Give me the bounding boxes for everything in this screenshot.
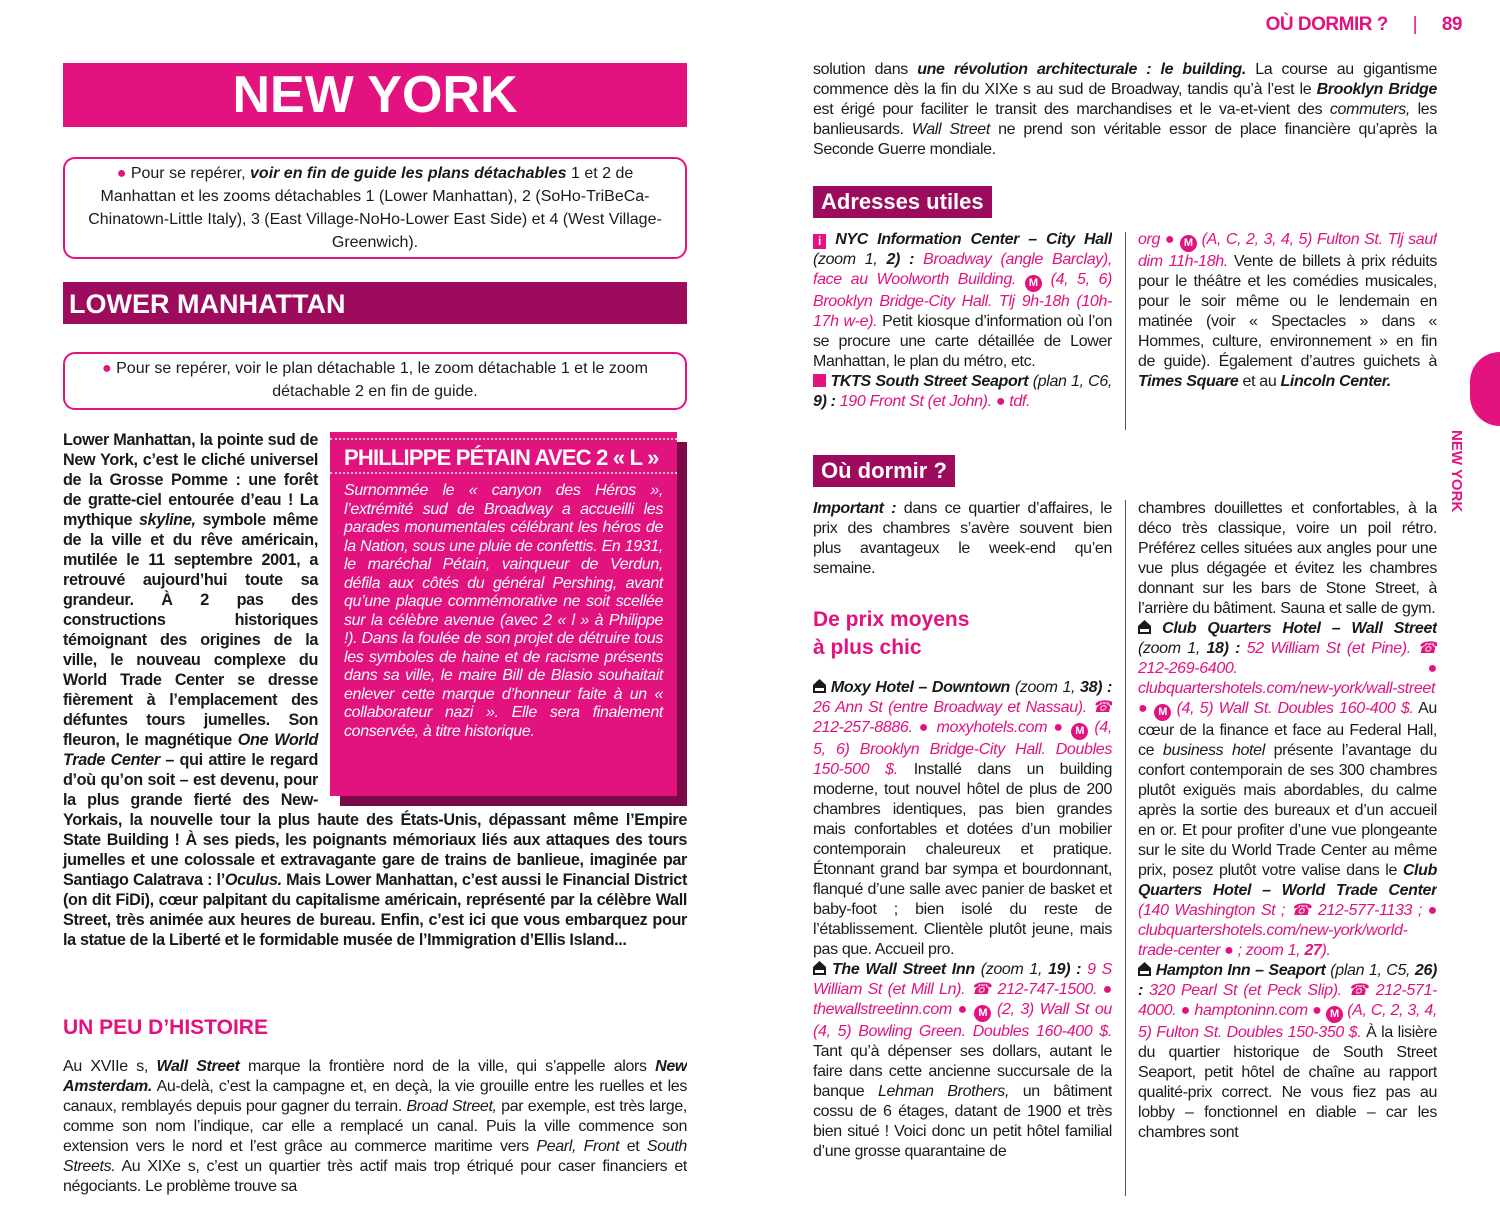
text-run: Mais Lower Manhattan, c’est aussi le Financial District (on dit FiDi), cœur palpitant du capitalisme américain, représenté par la célèbre Wall Street, très animée aux heures de bureau. Enfin, c’est ici que vous embarquez pour la statue de la Liberté et le formidable musée de l’Immigration d’Ellis Island... (63, 871, 687, 949)
bed-icon (813, 961, 826, 975)
text-run: Lincoln Center. (1280, 373, 1391, 390)
text-run: ) : (895, 251, 924, 268)
text-run: skyline, (139, 511, 196, 529)
text-run: Wall Street (156, 1058, 240, 1075)
text-run: moxyhotels.com (930, 719, 1054, 736)
bed-icon (1138, 620, 1151, 634)
text-run: Petit kiosque d’information où l’on se procure une carte détaillée de Lower Manhattan, le plan du métro, etc. (813, 313, 1112, 370)
text-run: (4, 5, 6) Brooklyn Bridge-City Hall. Doubles 150-500 $. (813, 719, 1112, 778)
price-subheading (813, 606, 969, 662)
callout-box (330, 432, 677, 796)
text-run: (A, C, 2, 3, 4, 5) Fulton St. Doubles 150-350 $. (1138, 1002, 1437, 1041)
text-run: 38 (1080, 679, 1098, 696)
bed-icon (813, 679, 826, 693)
running-header (1266, 14, 1462, 36)
text-run: TKTS South Street Seaport (826, 373, 1029, 390)
text-run: présente l’avantage du confort contemporain de ses 300 chambres plutôt exiguës mais abordables, du calme après la sortie des bureaux et d’un accueil en or. Et pour profiter d’une vue plongeante sur le site du World Trade Center au même prix, posez plutôt votre valise dans le (1138, 742, 1437, 879)
adresses-heading: Adresses utiles (813, 186, 992, 218)
text-run: 1 et 2 de Manhattan et les zooms détachables 1 (Lower Manhattan), 2 (SoHo-TriBeCa-Chinatown-Little Italy), 3 (East Village-NoHo-Lower East Side) et 4 (West Village-Greenwich). (88, 165, 662, 251)
text-run: One World Trade Center (63, 731, 319, 769)
text-run: (plan 1, C6, (1028, 373, 1112, 390)
text-run: South Streets. (63, 1138, 687, 1175)
callout-title: PHILLIPPE PÉTAIN AVEC 2 « L » (330, 438, 677, 474)
text-run: (4, 5, 6) Brooklyn Bridge-City Hall. Tlj 9h-18h (10h-17h w-e). (813, 271, 1112, 330)
bed-icon (1138, 962, 1151, 976)
text-run: Broadway (angle Barclay), face au Woolworth Building. (813, 251, 1112, 288)
header-section: OÙ DORMIR ? (1265, 14, 1388, 35)
text-run: 2 (886, 251, 896, 268)
text-run: tdf. (1005, 393, 1031, 410)
text-run: ). (1321, 942, 1331, 959)
text-run: ) : (821, 393, 840, 410)
text-run: un bâtiment cossu de 6 étages, datant de 1900 et très bien situé ! Voici donc un petit hôtel familial d’une grosse quarantaine de (813, 1083, 1112, 1160)
metro-icon: M (1180, 235, 1197, 252)
text-run: ) : (1138, 962, 1437, 999)
dot-icon: ● (1053, 719, 1065, 736)
text-run: les banlieusards. (813, 101, 1437, 138)
text-run: ; zoom 1, (1233, 942, 1305, 959)
text-run: Lower Manhattan, la pointe sud de New York, c’est le cliché universel de la Grosse Pomme : une forêt de gratte-ciel entourée d’eau ! La mythique (63, 431, 318, 529)
history-heading: UN PEU D’HISTOIRE (63, 1016, 268, 1039)
callout-text: Surnommée le « canyon des Héros », l’extrémité sud de Broadway a accueilli les parades monumentales célébrant les héros de la Nation, sous une pluie de confettis. En 1931, le maréchal Pétain, vainqueur de Verdun, défila aux côtés du général Pershing, avant qu’une plaque commémorative ne soit scellée sur la célèbre avenue (avec 2 « l » à Philippe !). Dans la foulée de son projet de détruire tous les symboles de haine et de racisme présents dans sa ville, le maire Bill de Blasio souhaitait enlever cette marque d’honneur faite à un « collaborateur nazi ». Elle sera finalement conservée, à titre historique. (344, 482, 663, 740)
text-run: hamptoninn.com (1190, 1002, 1313, 1019)
dormir-col-1 (813, 678, 1112, 1200)
text-run: commuters, (1329, 101, 1410, 118)
text-run: (zoom 1, (1009, 679, 1081, 696)
dot-icon: ● (918, 719, 931, 736)
text-run: Au cœur de la finance et face au Federal Hall, ce (1138, 700, 1437, 759)
dormir-intro (813, 499, 1112, 579)
dot-icon: ● (957, 1001, 969, 1018)
text-run: une révolution architecturale : le building. (917, 61, 1246, 78)
metro-icon: M (1326, 1006, 1343, 1023)
text-run: 190 Front St (et John). (839, 393, 996, 410)
text-run: (140 Washington St ; ☎ 212-577-1133 ; (1138, 902, 1428, 919)
text-run: dans ce quartier d’affaires, le prix des chambres s’avère souvent bien plus avantageux le week-end qu’en semaine. (813, 500, 1112, 577)
text-run: voir en fin de guide les plans détachables (250, 165, 567, 182)
dot-icon: ● (995, 393, 1006, 410)
text-run: Pearl, Front (536, 1138, 620, 1155)
text-run: The Wall Street Inn (826, 961, 975, 978)
text-run: Pour se repérer, (126, 165, 251, 182)
history-text (63, 1057, 687, 1202)
page-title: NEW YORK (63, 63, 687, 127)
text-run: symbole même de la ville et du rêve américain, mutilée le 11 septembre 2001, a retrouvé aujourd’hui toute sa grandeur. À 2 pas des constructions historiques témoignant des origines de la ville, le nouveau complexe du World Trade Center se dresse fièrement à l’emplacement des défuntes tours jumelles. Son fleuron, le magnétique (63, 511, 318, 749)
subheading-line-1: De prix moyens (813, 608, 970, 631)
text-run: business hotel (1162, 742, 1265, 759)
continued-text (813, 60, 1437, 162)
text-run: New Amsterdam. (63, 1058, 687, 1095)
text-run: et au (1238, 373, 1281, 390)
side-tab (1470, 352, 1500, 426)
text-run: Pour se repérer, voir le plan détachable 1, le zoom détachable 1 et le zoom détachable 2 en fin de guide. (111, 360, 648, 400)
text-run: Brooklyn Bridge (1316, 81, 1437, 98)
text-run: ) : (1065, 961, 1088, 978)
text-run: est érigé pour faciliter le transit des marchandises et le va-et-vient des (813, 101, 1330, 118)
info-icon: i (813, 234, 826, 249)
metro-icon: M (1071, 723, 1088, 740)
map-note-box (63, 157, 687, 259)
dot-icon: ● (1138, 700, 1149, 717)
text-run: clubquartershotels.com/new-york/wall-street (1138, 680, 1436, 697)
text-run: 19 (1048, 961, 1066, 978)
map-note-box-2 (63, 352, 687, 410)
text-run: (2, 3) Wall St ou (4, 5) Bowling Green. Doubles 160-400 $. (813, 1001, 1112, 1040)
text-run: (A, C, 2, 3, 4, 5) Fulton St. Tlj sauf dim 11h-18h. (1138, 231, 1437, 270)
text-run: thewallstreetinn.com (813, 1001, 958, 1018)
intro-text (63, 430, 687, 950)
text-run: clubquartershotels.com/new-york/world-trade-center (1138, 922, 1408, 959)
text-run: Au XVIIe s, (63, 1058, 157, 1075)
text-run: ne prend son véritable essor de place financière qu’après la Seconde Guerre mondiale. (813, 121, 1437, 158)
text-run: À la lisière du quartier historique de South Street Seaport, petit hôtel de chaîne au rapport qualité-prix correct. Ne vous fiez pas au lobby – fonctionnel en diable – car les chambres sont (1138, 1024, 1437, 1141)
text-run: ) : (1223, 640, 1247, 657)
dot-icon: ● (1312, 1002, 1322, 1019)
text-run: (zoom 1, (813, 251, 887, 268)
text-run: 27 (1304, 942, 1322, 959)
map-note-text (85, 162, 665, 254)
subheading-line-2: à plus chic (813, 636, 922, 659)
map-note-text-2 (85, 357, 665, 403)
text-run: 18 (1206, 640, 1224, 657)
text-run: Au-delà, c’est la campagne et, en deçà, la vie grouille entre les ruelles et les canaux, remblayés depuis pour gagner du terrain. (63, 1078, 687, 1115)
text-run: ) : (1097, 679, 1112, 696)
column-divider-2 (1125, 500, 1126, 1196)
metro-icon: M (1025, 275, 1042, 292)
dormir-col-2 (1138, 499, 1437, 1200)
text-run: 26 Ann St (entre Broadway et Nassau). ☎ 212-257-8886. (813, 699, 1112, 736)
text-run (1175, 231, 1180, 248)
text-run: Times Square (1138, 373, 1239, 390)
dot-icon: ● (1180, 1002, 1191, 1019)
text-run: (plan 1, C5, (1325, 962, 1415, 979)
text-run: solution dans (813, 61, 918, 78)
text-run: Au XIXe s, c’est un quartier très actif mais trop étriqué pour caser financiers et négociants. Le problème trouve sa (63, 1158, 687, 1195)
text-run: 9 (813, 393, 822, 410)
text-run: Important : (813, 500, 897, 517)
text-run (1065, 719, 1071, 736)
dormir-heading: Où dormir ? (813, 455, 955, 487)
metro-icon: M (974, 1005, 991, 1022)
text-run: Installé dans un building moderne, tout nouvel hôtel de plus de 200 chambres identiques, pas bien grandes mais confortables et dotées d’un mobilier contemporain chaleureux et pratique. Étonnant grand bar sympa et bourdonnant, flanqué d’une salle avec panier de basket et baby-foot ; bien isolé du reste de l’établissement. Clientèle plutôt jeune, mais pas que. Accueil pro. (813, 761, 1112, 958)
dot-icon: ● (1102, 981, 1112, 998)
text-run: – qui attire le regard d’où qu’on soit – est devenu, pour la plus grande fierté des New-Yorkais, la nouvelle tour la plus haute des États-Unis, dépassant même l’Empire State Building ! À ses pieds, les poignants mémoriaux liés aux attaques des tours jumelles et une colossale et extravagante gare de trains de banlieue, imaginée par Santiago Calatrava : l’ (63, 751, 687, 889)
dot-icon: ● (102, 360, 112, 377)
sq-icon (813, 374, 826, 387)
text-run: chambres douillettes et confortables, à la déco très classique, voire un poil rétro. Préférez celles situées aux angles pour une vue plus dégagée et évitez les chambres donnant sur les bars de Stone Street, à l’arrière du bâtiment. Sauna et salle de gym. (1138, 500, 1437, 617)
adresses-col-1 (813, 230, 1112, 432)
dot-icon: ● (116, 165, 127, 182)
side-tab-label: NEW YORK (1448, 430, 1465, 513)
text-run: Lehman Brothers, (877, 1083, 1010, 1100)
text-run: 52 William St (et Pine). ☎ 212-269-6400. (1138, 640, 1437, 677)
text-run: et (619, 1138, 647, 1155)
dot-icon: ● (1427, 660, 1437, 677)
dot-icon: ● (1164, 231, 1175, 248)
text-run: Club Quarters Hotel – Wall Street (1151, 620, 1437, 637)
text-run: 26 (1414, 962, 1433, 979)
page-number: 89 (1441, 14, 1462, 35)
column-divider (1125, 232, 1126, 430)
text-run: Vente de billets à prix réduits pour le théâtre et les comédies musicales, pour le soir même ou le lendemain en matinée (voir « Spectacles » dans « Hommes, culture, environnement » en fin de guide). Également d’autres guichets à (1138, 253, 1437, 370)
text-run: Tant qu’à dépenser ses dollars, autant le faire dans cette ancienne succursale de la banque (813, 1043, 1112, 1100)
text-run: (zoom 1, (1138, 640, 1207, 657)
text-run: Oculus. (224, 871, 282, 889)
metro-icon: M (1154, 704, 1171, 721)
text-run: 9 S William St (et Mill Ln). ☎ 212-747-1500. (813, 961, 1112, 998)
text-run: NYC Information Center – City Hall (826, 231, 1112, 248)
header-separator: | (1412, 14, 1418, 35)
text-run: org (1138, 231, 1165, 248)
text-run: Hampton Inn – Seaport (1151, 962, 1326, 979)
text-run: (4, 5) Wall St. Doubles 160-400 $. (1171, 700, 1414, 717)
adresses-col-2 (1138, 230, 1437, 432)
text-run: (zoom 1, (974, 961, 1049, 978)
text-run: par exemple, est très large, comme son nom l’indique, car elle a remplacé un canal. Puis la ville commence son extension vers le nord et l’est grâce au commerce maritime vers (63, 1098, 687, 1155)
text-run: marque la frontière nord de la ville, qui s’appelle alors (239, 1058, 656, 1075)
dot-icon: ● (1427, 902, 1437, 919)
text-run: 320 Pearl St (et Peck Slip). ☎ 212-571-4000. (1138, 982, 1437, 1019)
text-run: Broad Street, (406, 1098, 497, 1115)
text-run: Moxy Hotel – Downtown (826, 679, 1010, 696)
section-heading: LOWER MANHATTAN (63, 282, 687, 324)
text-run: Club Quarters Hotel – World Trade Center (1138, 862, 1437, 899)
dot-icon: ● (1224, 942, 1234, 959)
text-run: La course au gigantisme commence dès la fin du XIXe s au sud de Broadway, tandis qu’à l’est le (813, 61, 1437, 98)
text-run: Wall Street (911, 121, 990, 138)
